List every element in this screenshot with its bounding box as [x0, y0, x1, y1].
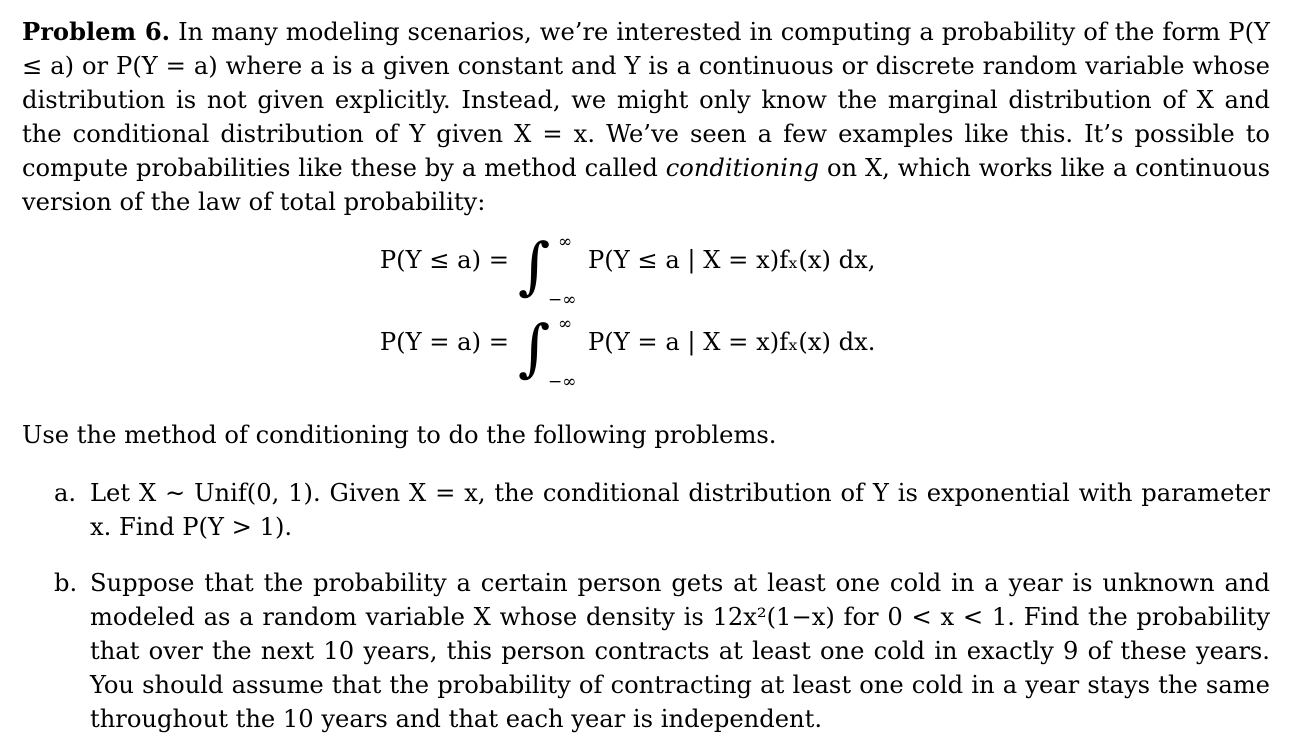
integral-upper-limit: ∞ — [558, 314, 573, 334]
problem-label: Problem 6. — [22, 17, 171, 46]
intro-text-1: In many modeling scenarios, we’re interested in computing a probability of the form P(Y ≤ a) or P(Y = a) where a is a given constant and Y is a continuous or discrete random variable whose distribution is not given explicitly. Instead, we might only know the marginal distribution of X and the conditional distribution of Y given X = x. We’ve seen a few examples like this. It’s possible to compute probabilities like these by a method called — [22, 18, 1270, 182]
item-text: Let X ∼ Unif(0, 1). Given X = x, the conditional distribution of Y is exponential with parameter x. Find P(Y > 1). — [90, 479, 1270, 541]
item-marker: b. — [54, 569, 78, 597]
equation-equality — [0, 311, 1314, 394]
integral-sign: ∫ ∞ −∞ — [518, 311, 577, 392]
list-item-b — [54, 566, 1270, 736]
equation-lhs: P(Y ≤ a) = — [379, 246, 509, 274]
item-marker: a. — [54, 479, 77, 507]
intro-emphasis: conditioning — [665, 154, 820, 182]
integral-lower-limit: −∞ — [548, 372, 577, 392]
integral-sign: ∫ ∞ −∞ — [518, 229, 577, 310]
list-item-a — [54, 476, 1270, 544]
integral-upper-limit: ∞ — [558, 232, 573, 252]
integral-lower-limit: −∞ — [548, 290, 577, 310]
item-text: Suppose that the probability a certain person gets at least one cold in a year is unknown and modeled as a random variable X whose density is 12x²(1−x) for 0 < x < 1. Find the probability that over the next 10 years, this person contracts at least one cold in exactly 9 of these years. You should assume that the probability of contracting at least one cold in a year stays the same throughout the 10 years and that each year is independent. — [90, 569, 1270, 733]
equation-lhs: P(Y = a) = — [379, 328, 509, 356]
intro-text-2: on X, which works like a continuous version of the law of total probability: — [22, 154, 1270, 216]
equation-rhs: P(Y ≤ a | X = x)fₓ(x) dx, — [588, 246, 876, 274]
equation-inequality — [0, 229, 1314, 312]
equation-rhs: P(Y = a | X = x)fₓ(x) dx. — [588, 328, 876, 356]
problem-intro — [22, 15, 1270, 219]
instructions-lead: Use the method of conditioning to do the following problems. — [22, 421, 777, 449]
